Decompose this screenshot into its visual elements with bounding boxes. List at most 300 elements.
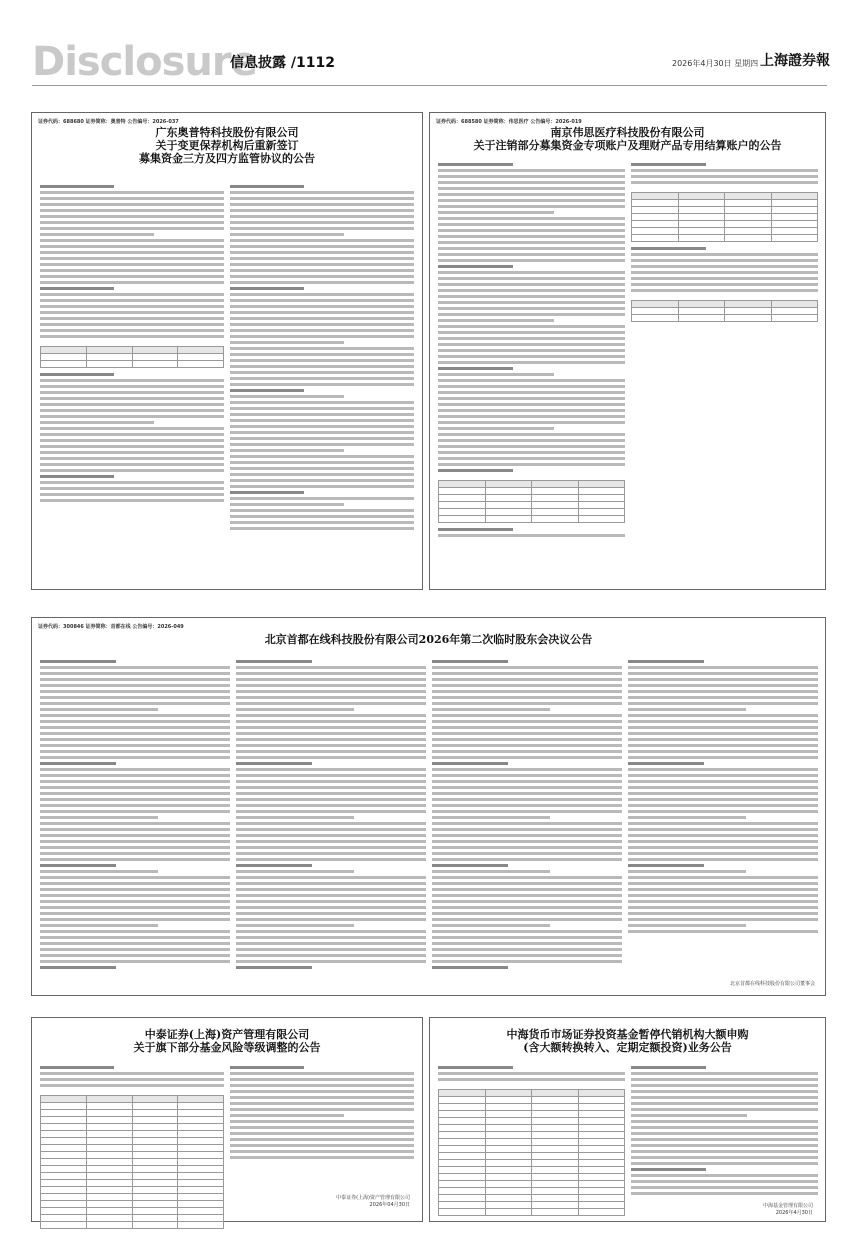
table-cell [578, 481, 625, 488]
text-line [438, 301, 625, 304]
table-cell [86, 354, 132, 361]
text-line [230, 275, 414, 278]
table-cell [532, 1139, 579, 1146]
text-line [432, 738, 622, 741]
table-row [439, 481, 625, 488]
text-line [628, 834, 818, 837]
text-line [438, 253, 625, 256]
text-line [236, 822, 426, 825]
table-row [632, 235, 818, 242]
text-line [40, 317, 224, 320]
text-line [236, 666, 426, 669]
text-line [40, 233, 154, 236]
text-line [438, 534, 625, 537]
text-line [438, 451, 625, 454]
text-line [40, 397, 224, 400]
text-line [236, 732, 426, 735]
text-line [236, 726, 426, 729]
text-line [230, 1120, 414, 1123]
table-row [632, 308, 818, 315]
text-line [438, 403, 625, 406]
table-cell [678, 200, 725, 207]
text-line [438, 241, 625, 244]
table-cell [532, 1209, 579, 1216]
text-line [236, 888, 426, 891]
text-line [40, 792, 230, 795]
table-cell [532, 1090, 579, 1097]
text-line [438, 307, 625, 310]
text-line [40, 311, 224, 314]
table-row [439, 1202, 625, 1209]
table-row [41, 1194, 224, 1201]
text-line [631, 1084, 818, 1087]
table-cell [132, 1103, 178, 1110]
text-line [40, 409, 224, 412]
text-line [628, 708, 746, 711]
notice-title [32, 633, 825, 646]
text-line [432, 912, 622, 915]
table-cell [439, 1160, 486, 1167]
table-row [41, 1173, 224, 1180]
text-line [236, 900, 426, 903]
text-line [236, 816, 354, 819]
body-column [631, 1066, 818, 1216]
table-cell [178, 1208, 224, 1215]
text-line [230, 185, 304, 188]
table-cell [532, 1167, 579, 1174]
text-line [628, 852, 818, 855]
text-line [230, 377, 414, 380]
table-cell [41, 1145, 87, 1152]
text-line [631, 283, 818, 286]
table-cell [132, 1124, 178, 1131]
text-line [230, 245, 414, 248]
text-line [40, 287, 114, 290]
table-cell [41, 1138, 87, 1145]
notice-body [40, 1066, 414, 1214]
text-line [438, 223, 625, 226]
text-line [40, 463, 224, 466]
notice-title [32, 1028, 422, 1054]
title-line: 关于变更保荐机构后重新签订 [155, 139, 299, 153]
text-line [230, 1102, 414, 1105]
text-line [432, 720, 622, 723]
table-cell [632, 193, 679, 200]
text-line [432, 900, 622, 903]
text-line [236, 876, 426, 879]
text-line [40, 1072, 224, 1075]
text-line [628, 882, 818, 885]
text-line [40, 882, 230, 885]
text-line [236, 672, 426, 675]
text-line [432, 702, 622, 705]
text-line [230, 269, 414, 272]
text-line [230, 503, 344, 506]
table-cell [578, 1167, 625, 1174]
text-line [236, 912, 426, 915]
text-line [236, 762, 312, 765]
text-line [438, 337, 625, 340]
text-line [40, 828, 230, 831]
text-line [40, 900, 230, 903]
body-column [432, 660, 622, 978]
table-cell [86, 1117, 132, 1124]
text-line [40, 475, 114, 478]
table-row [439, 1139, 625, 1146]
text-line [432, 846, 622, 849]
text-line [40, 215, 224, 218]
table-cell [771, 228, 818, 235]
table-cell [132, 1194, 178, 1201]
table-cell [578, 516, 625, 523]
table-cell [86, 1215, 132, 1222]
text-line [230, 335, 414, 338]
text-line [230, 263, 414, 266]
text-line [236, 678, 426, 681]
table-cell [532, 516, 579, 523]
text-line [40, 445, 224, 448]
text-line [230, 1066, 304, 1069]
text-line [628, 804, 818, 807]
text-line [432, 840, 622, 843]
text-line [230, 365, 414, 368]
text-line [230, 293, 414, 296]
table-row [632, 315, 818, 322]
text-line [230, 1084, 414, 1087]
text-line [438, 205, 625, 208]
text-line [40, 768, 230, 771]
text-line [438, 289, 625, 292]
table-cell [132, 1222, 178, 1229]
text-line [40, 221, 224, 224]
table-cell [439, 1118, 486, 1125]
table-cell [532, 495, 579, 502]
table-cell [86, 1131, 132, 1138]
table-cell [41, 1222, 87, 1229]
text-line [40, 469, 224, 472]
text-line [628, 690, 818, 693]
notice-zhonghai [429, 1017, 826, 1222]
text-line [631, 289, 818, 292]
table-cell [725, 308, 772, 315]
text-line [432, 960, 622, 963]
table-cell [532, 1132, 579, 1139]
text-line [230, 455, 414, 458]
text-line [432, 852, 622, 855]
table-cell [771, 221, 818, 228]
table-cell [578, 1195, 625, 1202]
text-line [40, 415, 224, 418]
table-cell [485, 488, 532, 495]
text-line [236, 660, 312, 663]
text-line [236, 714, 426, 717]
text-line [631, 175, 818, 178]
table-row [439, 1153, 625, 1160]
title-line: 募集资金三方及四方监管协议的公告 [139, 152, 315, 166]
text-line [628, 738, 818, 741]
text-line [438, 235, 625, 238]
issue-date: 2026年4月30日 星期四 [672, 59, 759, 68]
text-line [40, 481, 224, 484]
table-cell [725, 214, 772, 221]
text-line [40, 457, 224, 460]
table-cell [132, 1152, 178, 1159]
text-line [40, 690, 230, 693]
table-cell [485, 1160, 532, 1167]
title-line: 南京伟思医疗科技股份有限公司 [550, 126, 705, 139]
table-cell [485, 495, 532, 502]
table-cell [678, 235, 725, 242]
text-line [628, 810, 818, 813]
table-cell [439, 488, 486, 495]
text-line [628, 894, 818, 897]
table-row [439, 1118, 625, 1125]
text-line [631, 1186, 818, 1189]
table-cell [485, 516, 532, 523]
text-line [40, 666, 230, 669]
text-line [438, 469, 513, 472]
table-cell [178, 1117, 224, 1124]
text-line [40, 840, 230, 843]
table-cell [41, 1117, 87, 1124]
text-line [438, 409, 625, 412]
text-line [432, 882, 622, 885]
title-line: 中泰证券(上海)资产管理有限公司 [144, 1028, 310, 1041]
table-cell [771, 308, 818, 315]
table-row [41, 1152, 224, 1159]
text-line [40, 966, 116, 969]
table-cell [578, 1188, 625, 1195]
text-line [438, 187, 625, 190]
text-line [40, 299, 224, 302]
text-line [40, 451, 224, 454]
table-cell [632, 301, 679, 308]
text-line [40, 1066, 114, 1069]
text-line [631, 163, 706, 166]
text-line [40, 852, 230, 855]
text-line [628, 864, 704, 867]
table-row [41, 1124, 224, 1131]
table-cell [485, 1104, 532, 1111]
text-line [230, 353, 414, 356]
table-cell [41, 1208, 87, 1215]
table-cell [485, 1202, 532, 1209]
table-cell [178, 1124, 224, 1131]
table-cell [439, 1167, 486, 1174]
text-line [40, 714, 230, 717]
table-cell [485, 1097, 532, 1104]
text-line [236, 756, 426, 759]
text-line [438, 379, 625, 382]
text-line [230, 425, 414, 428]
table-row [41, 1145, 224, 1152]
table-cell [178, 1138, 224, 1145]
table-cell [41, 1166, 87, 1173]
text-line [40, 227, 224, 230]
table-cell [532, 1160, 579, 1167]
text-line [438, 349, 625, 352]
table-row [439, 1188, 625, 1195]
title-line: 广东奥普特科技股份有限公司 [155, 126, 299, 139]
table-row [439, 1195, 625, 1202]
text-line [631, 1132, 818, 1135]
table-row [632, 214, 818, 221]
table-row [632, 228, 818, 235]
text-line [40, 876, 230, 879]
table-row [41, 1180, 224, 1187]
text-line [236, 870, 354, 873]
table-cell [485, 1146, 532, 1153]
text-line [236, 966, 312, 969]
text-line [230, 527, 414, 530]
signature-date: 2026年4月30日 [775, 1210, 813, 1216]
text-line [432, 666, 622, 669]
table-cell [132, 1145, 178, 1152]
text-line [631, 1180, 818, 1183]
table-cell [86, 1180, 132, 1187]
text-line [230, 1072, 414, 1075]
table-cell [178, 361, 224, 368]
text-line [432, 864, 508, 867]
text-line [628, 846, 818, 849]
table-cell [725, 301, 772, 308]
table-cell [86, 1138, 132, 1145]
text-line [631, 1066, 706, 1069]
text-line [40, 379, 224, 382]
table-cell [86, 1145, 132, 1152]
table-cell [485, 1090, 532, 1097]
table-cell [532, 502, 579, 509]
text-line [438, 277, 625, 280]
text-line [230, 233, 344, 236]
table-cell [132, 1187, 178, 1194]
text-line [236, 858, 426, 861]
text-line [432, 726, 622, 729]
text-line [40, 305, 224, 308]
table-row [439, 1146, 625, 1153]
text-line [438, 439, 625, 442]
text-line [40, 385, 224, 388]
text-line [631, 1138, 818, 1141]
table-cell [485, 1167, 532, 1174]
text-line [631, 1108, 818, 1111]
text-line [631, 1162, 818, 1165]
text-line [40, 433, 224, 436]
table-cell [532, 1097, 579, 1104]
title-line: 中海货币市场证券投资基金暂停代销机构大额申购 [506, 1028, 749, 1041]
table-cell [41, 1103, 87, 1110]
text-line [40, 930, 230, 933]
table-cell [132, 1110, 178, 1117]
table-cell [132, 361, 178, 368]
table-cell [678, 221, 725, 228]
text-line [230, 257, 414, 260]
notice-body [438, 1066, 818, 1216]
text-line [230, 419, 414, 422]
table-row [439, 1209, 625, 1216]
table-cell [439, 502, 486, 509]
text-line [432, 954, 622, 957]
table-cell [725, 315, 772, 322]
text-line [432, 816, 550, 819]
table-cell [178, 1222, 224, 1229]
table-cell [532, 1146, 579, 1153]
table-cell [439, 1181, 486, 1188]
text-line [628, 732, 818, 735]
text-line [628, 822, 818, 825]
table-cell [86, 1173, 132, 1180]
text-line [631, 1072, 818, 1075]
text-line [631, 1174, 818, 1177]
table-cell [532, 1202, 579, 1209]
table-cell [178, 1215, 224, 1222]
text-line [40, 810, 230, 813]
table-row [632, 221, 818, 228]
text-line [438, 247, 625, 250]
text-line [438, 385, 625, 388]
body-column [40, 1066, 224, 1214]
table-cell [578, 1132, 625, 1139]
table-cell [578, 1090, 625, 1097]
table-cell [41, 1180, 87, 1187]
text-line [438, 283, 625, 286]
table-row [632, 207, 818, 214]
text-line [438, 457, 625, 460]
text-line [230, 413, 414, 416]
notice-body [40, 185, 414, 571]
title-line: 北京首都在线科技股份有限公司2026年第二次临时股东会决议公告 [264, 633, 593, 646]
body-column [230, 1066, 414, 1214]
table-cell [86, 361, 132, 368]
text-line [236, 738, 426, 741]
notice-title [32, 126, 422, 166]
text-line [628, 780, 818, 783]
text-line [628, 684, 818, 687]
text-line [628, 714, 818, 717]
text-line [230, 1096, 414, 1099]
text-line [628, 762, 704, 765]
table-cell [532, 1181, 579, 1188]
table-cell [439, 1146, 486, 1153]
text-line [432, 948, 622, 951]
text-line [438, 391, 625, 394]
text-line [432, 672, 622, 675]
text-line [236, 744, 426, 747]
data-table [631, 192, 818, 242]
text-line [40, 403, 224, 406]
table-row [632, 193, 818, 200]
table-row [439, 1174, 625, 1181]
text-line [40, 257, 224, 260]
data-table [40, 1095, 224, 1229]
table-row [41, 1110, 224, 1117]
notice-body [40, 660, 818, 978]
text-line [432, 828, 622, 831]
text-line [631, 1096, 818, 1099]
text-line [40, 323, 224, 326]
table-cell [578, 1174, 625, 1181]
text-line [631, 1192, 818, 1195]
table-cell [532, 1188, 579, 1195]
text-line [631, 1120, 818, 1123]
table-cell [132, 1096, 178, 1103]
table-cell [86, 1166, 132, 1173]
text-line [230, 1144, 414, 1147]
table-cell [439, 1090, 486, 1097]
table-cell [532, 1174, 579, 1181]
text-line [631, 271, 818, 274]
text-line [236, 894, 426, 897]
